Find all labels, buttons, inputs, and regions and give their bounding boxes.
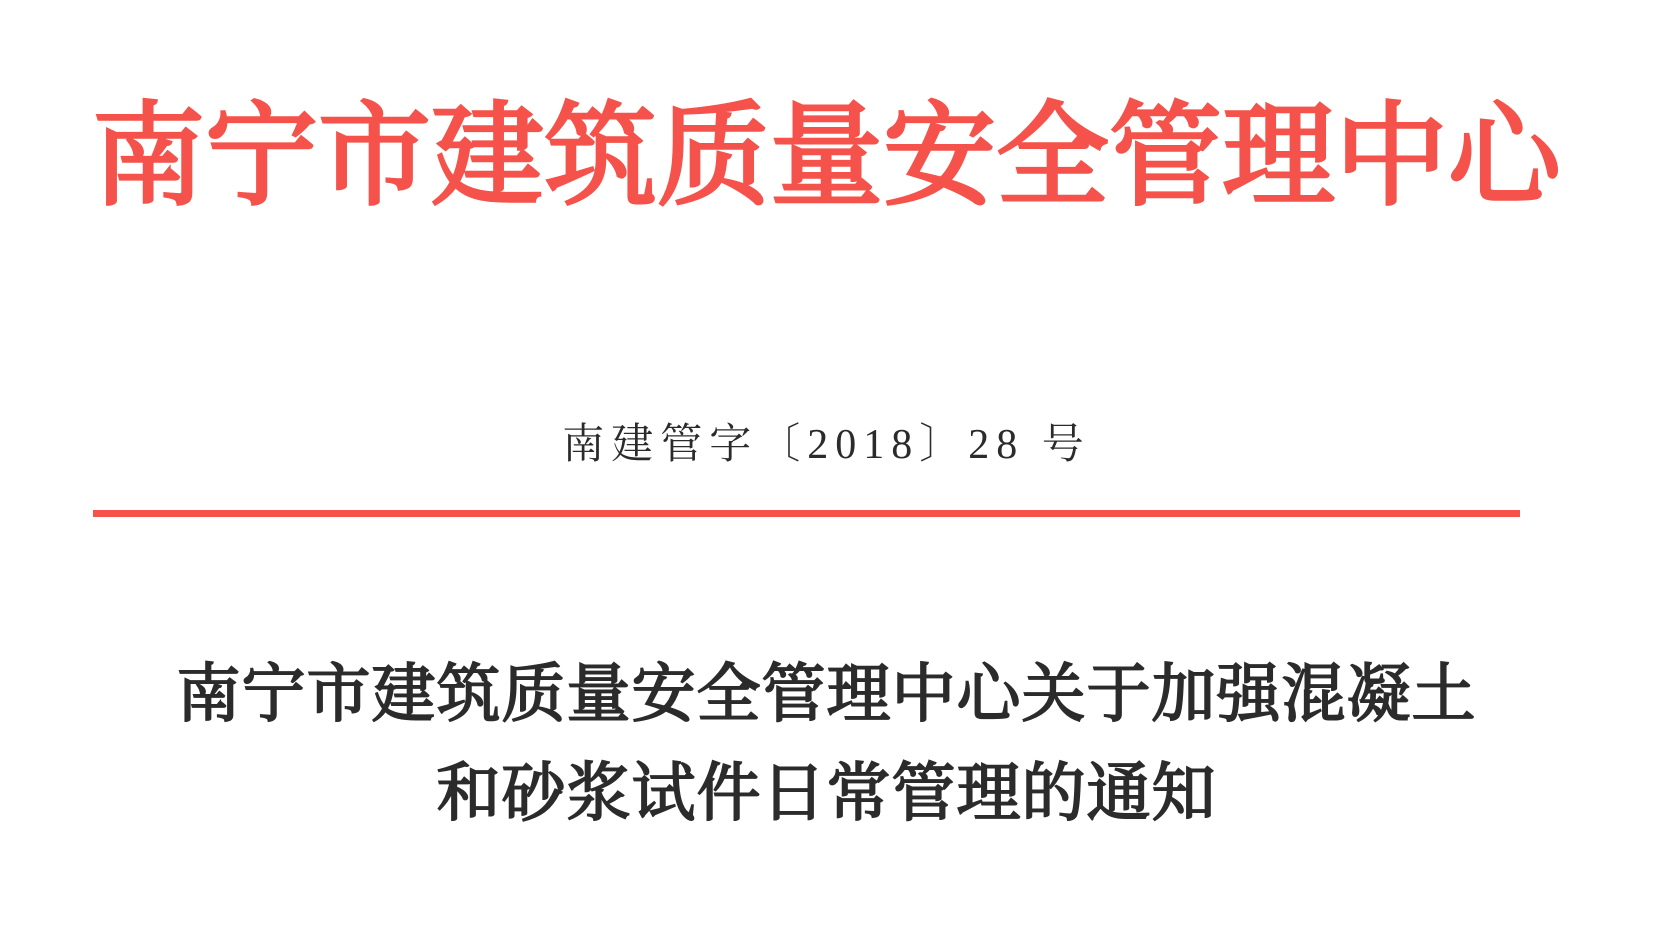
document-title xyxy=(0,645,1653,843)
document-number: 南建管字〔2018〕28 号 xyxy=(562,422,1091,468)
document-title-line-2: 和砂浆试件日常管理的通知 xyxy=(436,758,1217,829)
letterhead xyxy=(0,90,1653,226)
red-divider-line xyxy=(93,510,1520,517)
document-title-line-1: 南宁市建筑质量安全管理中心关于加强混凝土 xyxy=(176,659,1477,730)
letterhead-org-name: 南宁市建筑质量安全管理中心 xyxy=(92,95,1561,220)
